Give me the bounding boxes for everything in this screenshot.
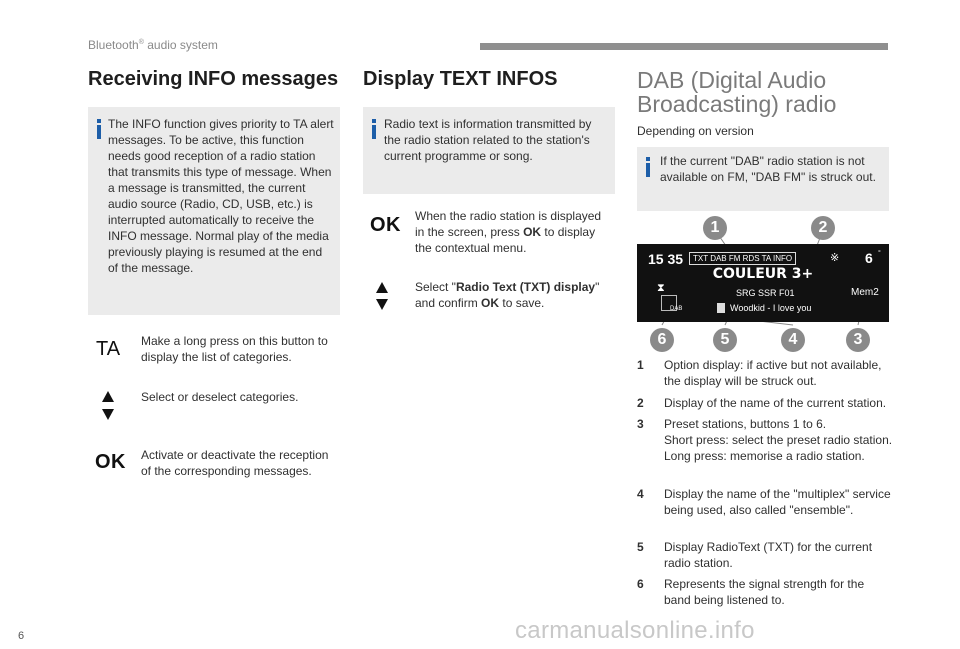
up-arrow-icon [102,391,114,402]
step-text: When the radio station is displayed in the screen, press OK to display the contextual menu. [415,209,602,255]
info-box-text [363,107,615,194]
step-text: Make a long press on this button to display the list of categories. [141,334,328,364]
radiotext: Woodkid - I love you [730,303,812,313]
info-box-dab [637,147,889,211]
header-rule [480,43,888,50]
callout-badge-6: 6 [650,328,674,352]
down-arrow-icon [376,299,388,310]
legend-item: 1 Option display: if active but not available, the display will be struck out. [637,358,882,388]
clock: 15 35 [648,251,684,267]
info-icon [97,119,101,139]
info-text: If the current "DAB" radio station is not available on FM, "DAB FM" is struck out. [660,154,876,184]
bluetooth-icon: ※ [830,252,840,264]
up-arrow-icon [376,282,388,293]
callout-badge-3: 3 [846,328,870,352]
ok-symbol: OK [370,214,401,236]
multiplex-name: SRG SSR F01 [736,288,795,298]
info-icon [646,157,650,177]
legend-item: 4 Display the name of the "multiplex" service being used, also called "ensemble". [637,487,891,517]
watermark: carmanualsonline.info [515,617,755,644]
ok-symbol: OK [95,451,126,473]
station-name: COULEUR 3+ [712,266,814,282]
callout-badge-4: 4 [781,328,805,352]
info-icon [372,119,376,139]
callout-badge-2: 2 [811,216,835,240]
info-box-info [88,107,340,315]
running-header: Bluetooth® audio system [88,38,218,52]
band-label: DAB [670,306,683,312]
section-title-dab: DAB (Digital Audio Broadcasting) radio [637,67,837,117]
legend-item: 2 Display of the name of the current station. [637,396,887,410]
legend-item: 5 Display RadioText (TXT) for the current radio station. [637,540,873,570]
step-text: Select or deselect categories. [141,390,299,404]
section-title-text-infos: Display TEXT INFOS [363,68,558,90]
info-text: Radio text is information transmitted by the radio station related to the station's current programme or song. [384,117,592,163]
page-number: 6 [18,630,25,642]
step-text: Select "Radio Text (TXT) display" and confirm OK to save. [415,280,600,310]
flags-bar: TXT DAB FM RDS TA INFO [689,252,796,265]
memory-slot: Mem2 [851,287,879,298]
step-text: Activate or deactivate the reception of the corresponding messages. [141,448,329,478]
version-note: Depending on version [637,124,754,138]
signal-icon: ⧗ [657,282,665,294]
callout-badge-1: 1 [703,216,727,240]
callout-badge-5: 5 [713,328,737,352]
legend-item: 3 Preset stations, buttons 1 to 6. Short press: select the preset radio station. Long press: memorise a radio station. [637,417,893,463]
section-title-info: Receiving INFO messages [88,68,339,90]
preset-number: 6 [865,250,873,266]
info-text: The INFO function gives priority to TA alert messages. To be active, this function needs good reception of a radio station that transmits this type of message. When a message is transmitted, the current audio source (Radio, CD, USB, etc.) is interrupted automatically to receive the INFO message. Normal play of the media previously playing is resumed at the end of the message. [108,117,334,275]
text-icon [717,303,725,313]
down-arrow-icon [102,409,114,420]
ta-symbol: TA [96,338,121,360]
temperature-icon: ° [878,250,881,257]
legend-item: 6 Represents the signal strength for the band being listened to. [637,577,865,607]
radio-display [637,244,889,322]
